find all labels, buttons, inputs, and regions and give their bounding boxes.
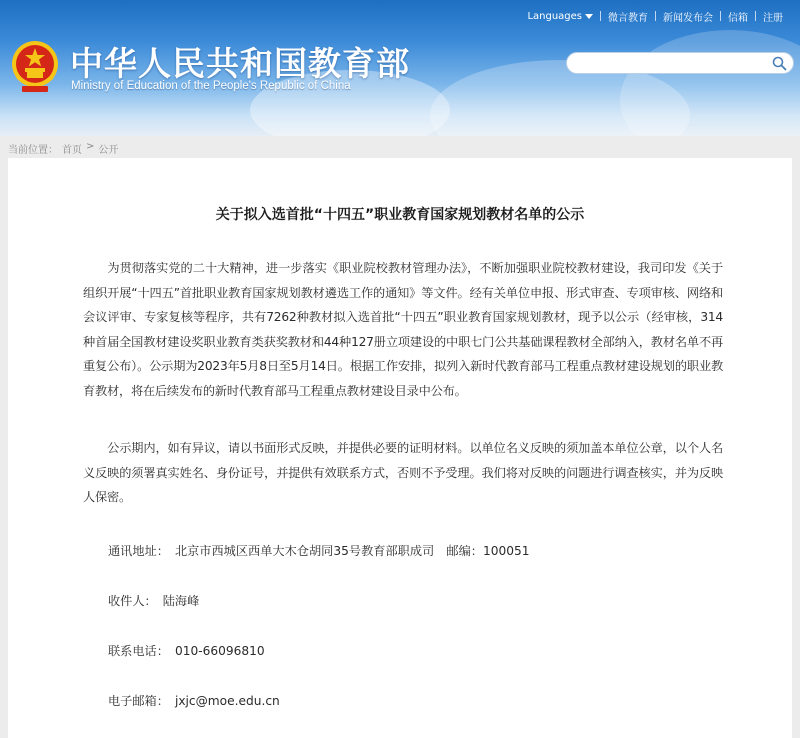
contact-phone-label: 联系电话：: [108, 644, 169, 658]
contact-address: [108, 542, 529, 559]
contact-phone: [108, 642, 265, 659]
topnav-link-press-conference[interactable]: 新闻发布会: [663, 12, 713, 24]
search-box: [566, 52, 794, 74]
header-cloud-decoration: [620, 30, 800, 136]
contact-email-link[interactable]: jxjc@moe.edu.cn: [174, 694, 280, 708]
contact-recipient: [108, 592, 199, 609]
top-navigation: [520, 9, 790, 23]
contact-address-value: 北京市西城区西单大木仓胡同35号教育部职成司 邮编：100051: [174, 544, 530, 558]
national-emblem-icon[interactable]: [10, 38, 60, 94]
topnav-link-weiyanjiaoyu[interactable]: 微言教育: [608, 12, 648, 24]
topnav-link-mailbox[interactable]: 信箱: [728, 12, 748, 24]
contact-recipient-value: 陆海峰: [162, 594, 200, 608]
article-paragraph-text: 为贯彻落实党的二十大精神，进一步落实《职业院校教材管理办法》，不断加强职业院校教材建设，我司印发《关于组织开展“十四五”首批职业教育国家规划教材遴选工作的通知》等文件。经有关单位申报、形式审查、专项审核、网络和会议评审、专家复核等程序，共有7262种教材拟入选首批“十四五”职业教育国家规划教材，现予以公示（经审核，314种首届全国教材建设奖职业教育类获奖教材和44种127册立项建设的中职七门公共基础课程教材全部纳入，教材名单不再重复公布）。公示期为2023年5月8日至5月14日。根据工作安排，拟列入新时代教育部马工程重点教材建设规划的职业教育教材，将在后续发布的新时代教育部马工程重点教材建设目录中公布。: [83, 261, 723, 398]
article-paragraph-text: 公示期内，如有异议，请以书面形式反映，并提供必要的证明材料。以单位名义反映的须加盖本单位公章，以个人名义反映的须署真实姓名、身份证号，并提供有效联系方式，否则不予受理。我们将对反映的问题进行调查核实，并为反映人保密。: [83, 441, 723, 505]
article-container: [8, 158, 792, 738]
contact-recipient-label: 收件人：: [108, 594, 157, 608]
contact-email-label: 电子邮箱：: [108, 694, 169, 708]
breadcrumb-home-link[interactable]: 首页: [62, 145, 82, 156]
search-icon[interactable]: [772, 56, 787, 71]
article-title: 关于拟入选首批“十四五”职业教育国家规划教材名单的公示: [215, 207, 585, 223]
contact-address-label: 通讯地址：: [108, 544, 169, 558]
article-paragraph: [83, 436, 723, 510]
breadcrumb-prefix: 当前位置：: [8, 145, 58, 156]
breadcrumb-public-link[interactable]: 公开: [98, 145, 119, 156]
breadcrumb: [8, 141, 118, 156]
languages-label: Languages: [527, 10, 582, 22]
site-title[interactable]: 中华人民共和国教育部: [70, 44, 410, 83]
contact-phone-value: 010-66096810: [174, 644, 265, 658]
chevron-down-icon: [585, 14, 593, 19]
topnav-link-register[interactable]: 注册: [763, 12, 783, 24]
site-header: [0, 0, 800, 136]
languages-menu[interactable]: [520, 11, 600, 22]
site-subtitle: Ministry of Education of the People's Republic of China: [71, 80, 351, 92]
search-input[interactable]: [579, 55, 763, 73]
article-paragraph: [83, 256, 723, 404]
contact-email: [108, 692, 280, 709]
breadcrumb-separator: >: [86, 141, 95, 152]
